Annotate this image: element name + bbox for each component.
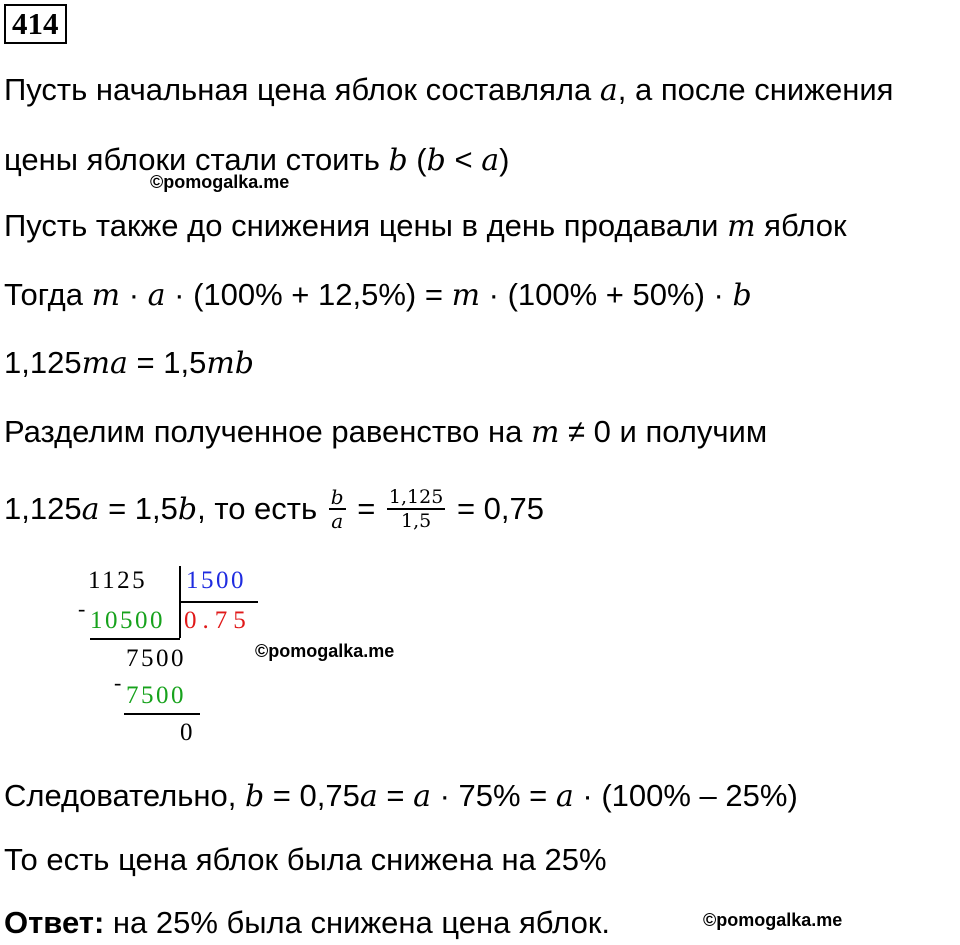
division-bar-horizontal xyxy=(179,601,258,603)
dividend: 1125 xyxy=(88,567,148,594)
text-line-7: 1,125a = 1,5b, то есть $\frac{b}{a}$ = $\frac{1,125}{1,5}$ = 0,75 xyxy=(4,485,544,533)
answer-text: на 25% была снижена цена яблок. xyxy=(104,905,611,940)
answer-line xyxy=(4,903,610,943)
watermark: ©pomogalka.me xyxy=(255,641,395,661)
text-line-9: То есть цена яблок была снижена на 25% xyxy=(4,842,607,877)
problem-number: 414 xyxy=(4,4,67,44)
minus-sign-1: - xyxy=(78,596,86,621)
fraction-numbers: $\frac{1,125}{1,5}$ xyxy=(388,486,444,532)
remainder-final: 0 xyxy=(180,719,195,746)
text-line-5: 1,125ma = 1,5mb xyxy=(4,345,255,381)
underline-2 xyxy=(124,713,200,715)
underline-1 xyxy=(90,638,180,640)
text-line-4: Тогда m · a · (100% + 12,5%) = m · (100% + 50%) · b xyxy=(4,277,752,313)
text-line-3: Пусть также до снижения цены в день продавали m яблок xyxy=(4,208,847,244)
text-line-8: Следовательно, b = 0,75a = a · 75% = a · (100% – 25%) xyxy=(4,778,798,814)
subtrahend-1: 10500 xyxy=(90,607,165,634)
quotient: 0.75 xyxy=(184,607,252,634)
remainder-1: 7500 xyxy=(126,645,186,672)
answer-label: Ответ: xyxy=(4,905,105,940)
watermark: ©pomogalka.me xyxy=(150,172,290,192)
text-line-6: Разделим полученное равенство на m ≠ 0 и получим xyxy=(4,414,768,450)
watermark: ©pomogalka.me xyxy=(703,910,843,930)
fraction-b-over-a: $\frac{b}{a}$ xyxy=(330,485,344,533)
divisor: 1500 xyxy=(186,567,246,594)
subtrahend-2: 7500 xyxy=(126,682,186,709)
text-line-2: цены яблоки стали стоить b (b < a) xyxy=(4,142,510,178)
text-line-1: Пусть начальная цена яблок составляла a, а после снижения xyxy=(4,72,894,108)
minus-sign-2: - xyxy=(114,670,122,695)
